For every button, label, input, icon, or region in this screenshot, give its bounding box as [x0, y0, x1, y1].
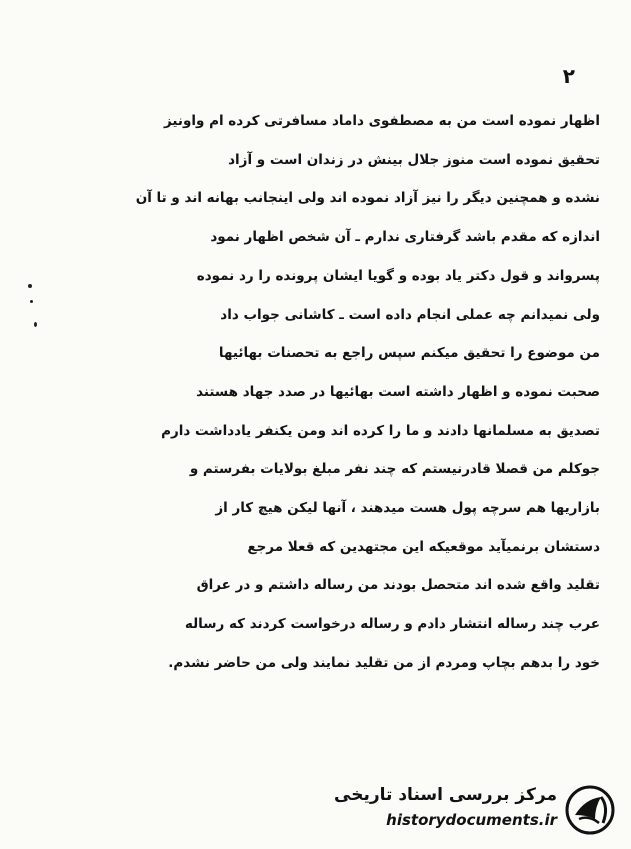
text-line: تقلید واقع شده اند متحصل بودند من رساله داشتم و در عراق: [196, 577, 600, 594]
watermark-title: مرکز بررسی اسناد تاریخی: [334, 785, 557, 805]
scan-speck: [28, 284, 32, 288]
text-line: پسرواند و قول دکتر یاد بوده و گویا ایشان پرونده را رد نموده: [196, 267, 600, 284]
text-line: تصدیق به مسلمانها دادند و ما را کرده اند ومن یکنفر یادداشت دارم: [161, 422, 600, 439]
book-page-logo-icon: [565, 785, 615, 835]
watermark-url: historydocuments.ir: [386, 811, 557, 829]
text-line: ولی نمیدانم چه عملی انجام داده است ـ کاشانی جواب داد: [220, 306, 600, 323]
page-number: ۲: [562, 64, 575, 88]
text-line: من موضوع را تحقیق میکنم سپس راجع به تحصنات بهائیها: [218, 345, 600, 362]
text-line: بازاریها هم سرچه پول هست میدهند ، آنها لیکن هیچ کار از: [215, 500, 600, 517]
text-line: صحبت نموده و اظهار داشته است بهائیها در صدد جهاد هستند: [196, 383, 600, 400]
text-line: خود را بدهم بچاپ ومردم از من تقلید نمایند ولی من حاضر نشدم.: [168, 654, 600, 671]
text-line: جوکلم من قصلا قادرنیستم که چند نفر مبلغ بولایات بفرستم و: [189, 461, 600, 478]
text-line: اندازه که مقدم باشد گرفتاری ندارم ـ آن شخص اظهار نمود: [210, 229, 600, 246]
scan-speck: [34, 322, 37, 327]
text-line: دستشان برنمیآید موقعیکه این مجتهدین که قعلا مرجع: [247, 538, 600, 555]
text-line: تحقیق نموده است منوز جلال بینش در زندان است و آزاد: [228, 151, 600, 168]
document-body: [40, 102, 600, 683]
scan-speck: [30, 300, 33, 303]
text-line: اظهار نموده است من به مصطفوی داماد مسافرتی کرده ام واونیز: [164, 113, 600, 129]
text-line: عرب چند رساله انتشار دادم و رساله درخواست کردند که رساله: [184, 616, 600, 633]
text-line: نشده و همچنین دیگر را نیز آزاد نموده اند ولی اینجانب بهانه اند و تا آن: [135, 190, 600, 207]
archive-watermark: [315, 781, 615, 839]
